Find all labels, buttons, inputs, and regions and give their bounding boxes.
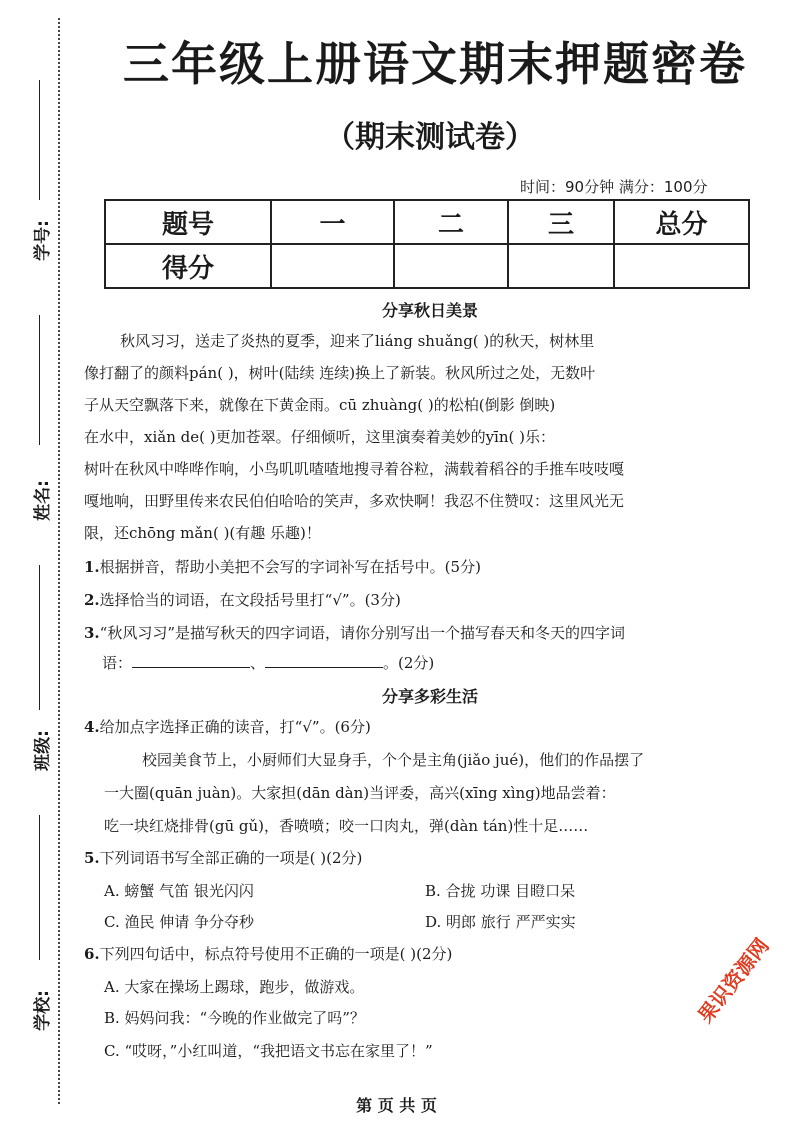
passage-line: 树叶在秋风中哗哗作响，小鸟叽叽喳喳地搜寻着谷粒，满载着稻谷的手推车吱吱嘎 bbox=[84, 460, 625, 478]
score-header-cell: 三 bbox=[508, 200, 614, 244]
winter-idiom-blank[interactable] bbox=[265, 653, 383, 668]
q6-option-c[interactable]: C. “哎呀，”小红叫道，“我把语文书忘在家里了！” bbox=[104, 1042, 433, 1060]
school-line bbox=[39, 815, 40, 960]
score-table bbox=[104, 199, 750, 289]
binding-dotted-line bbox=[58, 18, 60, 1104]
question-2 bbox=[84, 589, 401, 610]
q6-option-b[interactable]: B. 妈妈问我：“今晚的作业做完了吗”？ bbox=[104, 1009, 365, 1027]
q5-option-c[interactable]: C. 渔民 伸请 争分夺秒 bbox=[104, 913, 255, 931]
page-footer: 第 页 共 页 bbox=[356, 1096, 437, 1115]
q4-passage-line: 一大圈(quān juàn)。大家担(dān dàn)当评委，高兴(xīng xìng)地品尝着： bbox=[104, 784, 616, 802]
q5-option-d[interactable]: D. 明郎 旅行 严严实实 bbox=[425, 913, 576, 931]
question-number: 4. bbox=[84, 718, 100, 736]
question-text: 给加点字选择正确的读音，打“√”。(6分) bbox=[99, 718, 371, 736]
score-cell[interactable] bbox=[614, 244, 749, 288]
score-header-cell: 题号 bbox=[105, 200, 271, 244]
student-id-line bbox=[39, 80, 40, 200]
score-cell[interactable] bbox=[508, 244, 614, 288]
passage-line: 嘎地响，田野里传来农民伯伯哈哈的笑声，多欢快啊！我忍不住赞叹：这里风光无 bbox=[84, 492, 625, 510]
score-header-cell: 二 bbox=[394, 200, 508, 244]
school-label: 学校: bbox=[32, 990, 53, 1031]
score-cell[interactable] bbox=[271, 244, 394, 288]
time-info: 时间：90分钟 满分：100分 bbox=[520, 178, 708, 196]
section-title: 分享多彩生活 bbox=[381, 687, 478, 706]
question-number: 6. bbox=[84, 945, 100, 963]
question-5 bbox=[84, 847, 362, 868]
score-header-cell: 总分 bbox=[614, 200, 749, 244]
question-text: 根据拼音，帮助小美把不会写的字词补写在括号中。(5分) bbox=[99, 558, 481, 576]
name-label: 姓名: bbox=[32, 480, 53, 521]
passage-line: 像打翻了的颜料pán( )，树叶(陆续 连续)换上了新装。秋风所过之处，无数叶 bbox=[84, 364, 596, 382]
score-header-cell: 一 bbox=[271, 200, 394, 244]
passage-line: 在水中，xiǎn de( )更加苍翠。仔细倾听，这里演奏着美妙的yīn( )乐： bbox=[84, 428, 555, 446]
class-label: 班级: bbox=[32, 730, 53, 771]
question-number: 3. bbox=[84, 624, 100, 642]
spring-idiom-blank[interactable] bbox=[132, 653, 250, 668]
score-cell[interactable] bbox=[394, 244, 508, 288]
student-id-label: 学号: bbox=[32, 220, 53, 261]
passage-line: 秋风习习，送走了炎热的夏季，迎来了liáng shuǎng( )的秋天，树林里 bbox=[120, 332, 595, 350]
class-line bbox=[39, 565, 40, 710]
question-1 bbox=[84, 556, 481, 577]
name-line bbox=[39, 315, 40, 445]
question-text: 选择恰当的词语，在文段括号里打“√”。(3分) bbox=[99, 591, 401, 609]
watermark: 果识资源网 bbox=[693, 933, 774, 1028]
question-number: 1. bbox=[84, 558, 100, 576]
question-4 bbox=[84, 716, 371, 737]
passage-line: 限，还chōng mǎn( )(有趣 乐趣)！ bbox=[84, 524, 321, 542]
page-subtitle: （期末测试卷） bbox=[325, 120, 535, 155]
answer-prefix: 语： bbox=[102, 654, 133, 672]
score-value-row bbox=[105, 244, 749, 288]
answer-separator: 、 bbox=[250, 654, 266, 672]
question-text: “秋风习习”是描写秋天的四字词语，请你分别写出一个描写春天和冬天的四字词 bbox=[99, 624, 626, 642]
score-row-label: 得分 bbox=[105, 244, 271, 288]
answer-suffix: 。(2分) bbox=[383, 654, 435, 672]
q4-passage-line: 吃一块红烧排骨(gū gǔ)，香喷喷；咬一口肉丸，弹(dàn tán)性十足…… bbox=[104, 817, 589, 835]
question-number: 5. bbox=[84, 849, 100, 867]
q5-option-b[interactable]: B. 合拢 功课 目瞪口呆 bbox=[425, 882, 576, 900]
question-3 bbox=[84, 622, 625, 643]
passage-line: 子从天空飘落下来，就像在下黄金雨。cū zhuàng( )的松柏(倒影 倒映) bbox=[84, 396, 556, 414]
page-title: 三年级上册语文期末押题密卷 bbox=[123, 37, 747, 91]
q5-option-a[interactable]: A. 螃蟹 气笛 银光闪闪 bbox=[104, 882, 254, 900]
score-header-row bbox=[105, 200, 749, 244]
question-text: 下列词语书写全部正确的一项是( )(2分) bbox=[99, 849, 363, 867]
q4-passage-line: 校园美食节上，小厨师们大显身手，个个是主角(jiǎo jué)，他们的作品摆了 bbox=[142, 751, 645, 769]
question-text: 下列四句话中，标点符号使用不正确的一项是( )(2分) bbox=[99, 945, 453, 963]
question-number: 2. bbox=[84, 591, 100, 609]
question-3-answer-line bbox=[102, 652, 434, 673]
question-6 bbox=[84, 943, 452, 964]
section-title: 分享秋日美景 bbox=[381, 301, 478, 320]
q6-option-a[interactable]: A. 大家在操场上踢球，跑步，做游戏。 bbox=[104, 978, 365, 996]
